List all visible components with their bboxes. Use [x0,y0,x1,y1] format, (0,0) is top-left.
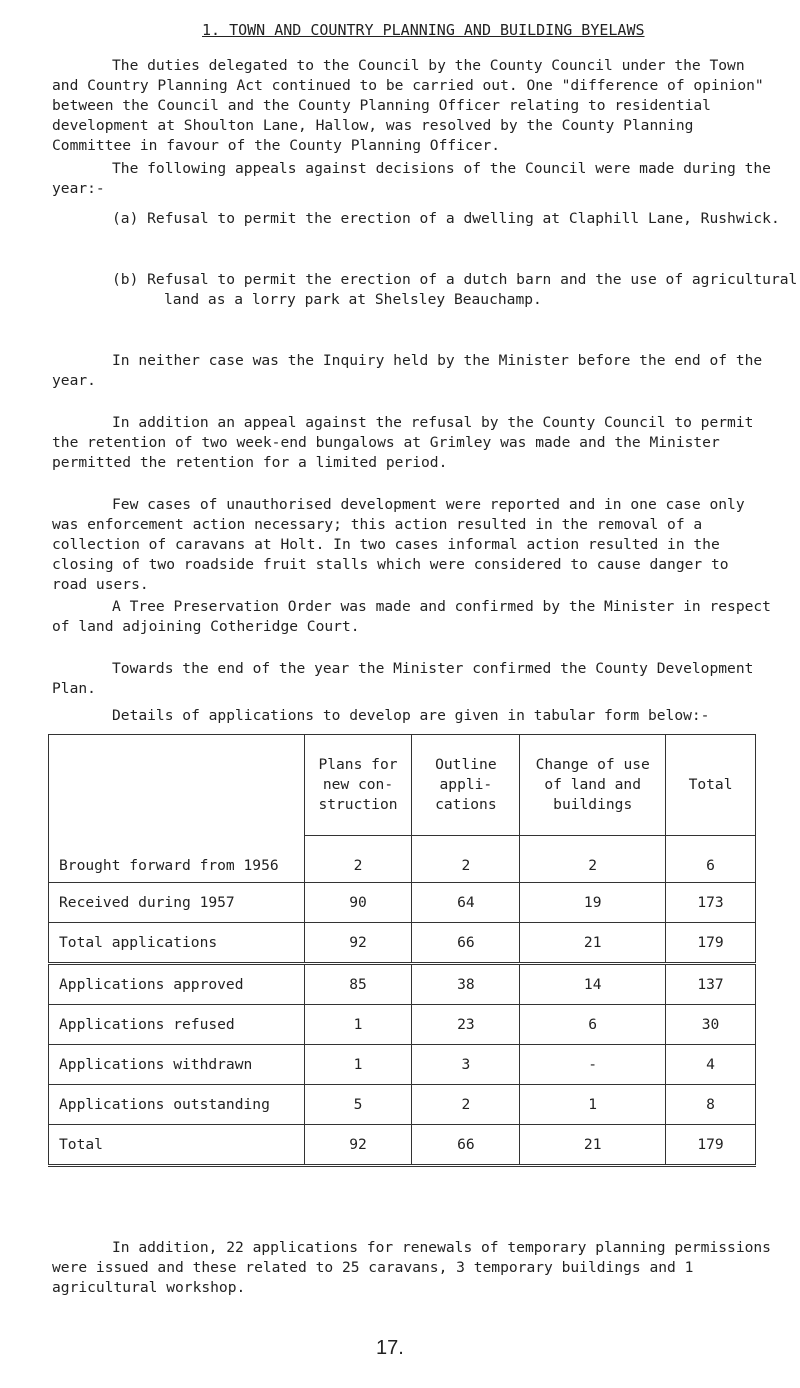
row-label: Applications approved [49,964,305,1005]
cell: 19 [520,883,666,923]
paragraph-duties: The duties delegated to the Council by the County Council under the Town and Country Planning Act continued to be carried out. One "difference of opinion" between the Council and the County Planning Officer relating to residential development at Shoulton Lane, Hallow, was resolved by the County Planning Committee in favour of the County Planning Officer. [52,57,764,154]
cell: 1 [520,1085,666,1125]
header-total: Total [666,735,756,836]
page-number: 17. [376,1337,404,1359]
table-row [49,1125,756,1166]
row-label: Applications withdrawn [49,1045,305,1085]
appeal-item-b: (b) Refusal to permit the erection of a dutch barn and the use of agricultural land as a lorry park at Shelsley Beauchamp. [112,271,798,308]
table-row [49,923,756,964]
cell: 173 [666,883,756,923]
paragraph-development-plan: Towards the end of the year the Minister confirmed the County Development Plan. [52,660,754,697]
applications-table [48,734,756,1167]
cell: 30 [666,1005,756,1045]
header-new-construction: Plans for new con- struction [304,735,412,836]
row-label-brought: Brought forward from 1956 [59,857,279,874]
cell: 3 [412,1045,520,1085]
paragraph-renewals: In addition, 22 applications for renewals of temporary planning permissions were issued and these related to 25 caravans, 3 temporary buildings and 1 agricultural workshop. [52,1239,771,1296]
cell: 14 [520,964,666,1005]
cell: 92 [304,923,412,964]
section-heading: 1. TOWN AND COUNTRY PLANNING AND BUILDING BYELAWS [202,21,645,39]
paragraph-enforcement: Few cases of unauthorised development were reported and in one case only was enforcement action necessary; this action resulted in the removal of a collection of caravans at Holt. In two cases informal action resulted in the closing of two roadside fruit stalls which were considered to cause danger to road users. [52,496,745,593]
cell: 92 [304,1125,412,1166]
paragraph-inquiry: In neither case was the Inquiry held by the Minister before the end of the year. [52,352,763,389]
table-row-label-header [49,735,305,883]
cell: 5 [304,1085,412,1125]
cell: 1 [304,1005,412,1045]
row-label: Total [49,1125,305,1166]
cell: 6 [666,836,756,883]
cell: 66 [412,1125,520,1166]
header-outline: Outline appli- cations [412,735,520,836]
cell: 4 [666,1045,756,1085]
cell: 2 [304,836,412,883]
cell: 38 [412,964,520,1005]
cell: 21 [520,1125,666,1166]
paragraph-tree-order: A Tree Preservation Order was made and confirmed by the Minister in respect of land adjoining Cotheridge Court. [52,598,771,635]
table-row [49,1005,756,1045]
cell: 179 [666,1125,756,1166]
appeal-item-a: (a) Refusal to permit the erection of a dwelling at Claphill Lane, Rushwick. [112,210,780,227]
row-label: Received during 1957 [49,883,305,923]
row-label: Applications refused [49,1005,305,1045]
cell: 179 [666,923,756,964]
cell: 1 [304,1045,412,1085]
cell: 23 [412,1005,520,1045]
cell: - [520,1045,666,1085]
cell: 8 [666,1085,756,1125]
cell: 2 [412,1085,520,1125]
cell: 137 [666,964,756,1005]
paragraph-appeals-intro: The following appeals against decisions of the Council were made during the year:- [52,160,771,197]
table-row [49,1045,756,1085]
cell: 64 [412,883,520,923]
cell: 6 [520,1005,666,1045]
cell: 21 [520,923,666,964]
table-row [49,1085,756,1125]
paragraph-grimley-appeal: In addition an appeal against the refusal by the County Council to permit the retention of two week-end bungalows at Grimley was made and the Minister permitted the retention for a limited period. [52,414,754,471]
cell: 2 [412,836,520,883]
table-row [49,964,756,1005]
paragraph-table-intro: Details of applications to develop are given in tabular form below:- [112,707,710,724]
cell: 90 [304,883,412,923]
cell: 2 [520,836,666,883]
header-change-of-use: Change of use of land and buildings [520,735,666,836]
table-row [49,883,756,923]
row-label: Applications outstanding [49,1085,305,1125]
cell: 66 [412,923,520,964]
table-header-row [49,735,756,836]
row-label: Total applications [49,923,305,964]
cell: 85 [304,964,412,1005]
